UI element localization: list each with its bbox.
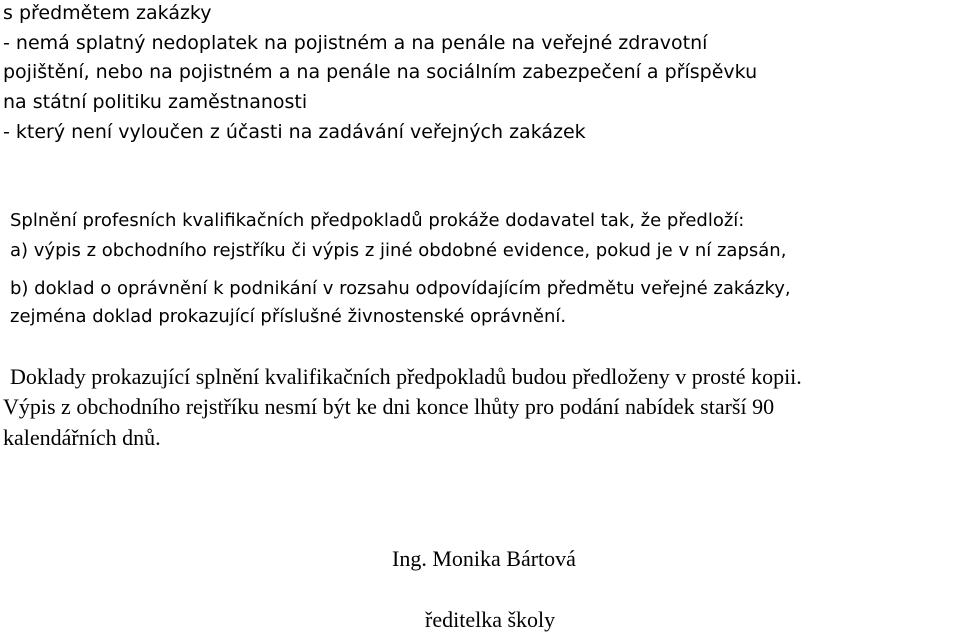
intro-line: - nemá splatný nedoplatek na pojistném a na penále na veřejné zdravotní: [3, 32, 708, 54]
qualifications-line: b) doklad o oprávnění k podnikání v rozsahu odpovídajícím předmětu veřejné zakázky,: [10, 278, 791, 299]
signatory-name: Ing. Monika Bártová: [392, 546, 576, 571]
intro-line: pojištění, nebo na pojistném a na penále na sociálním zabezpečení a příspěvku: [3, 61, 758, 83]
documents-line: kalendářních dnů.: [3, 425, 161, 450]
intro-line: - který není vyloučen z účasti na zadávání veřejných zakázek: [3, 121, 586, 143]
signatory-role: ředitelka školy: [425, 607, 556, 632]
qualifications-line: a) výpis z obchodního rejstříku či výpis z jiné obdobné evidence, pokud je v ní zapsán,: [10, 240, 787, 261]
intro-line: na státní politiku zaměstnanosti: [3, 91, 308, 113]
intro-line: s předmětem zakázky: [3, 2, 212, 24]
qualifications-line: Splnění profesních kvalifikačních předpokladů prokáže dodavatel tak, že předloží:: [10, 210, 745, 231]
qualifications-line: zejména doklad prokazující příslušné živnostenské oprávnění.: [10, 306, 567, 327]
documents-line: Doklady prokazující splnění kvalifikačních předpokladů budou předloženy v prosté kopii.: [10, 364, 802, 389]
documents-line: Výpis z obchodního rejstříku nesmí být ke dni konce lhůty pro podání nabídek starší 90: [3, 394, 775, 419]
